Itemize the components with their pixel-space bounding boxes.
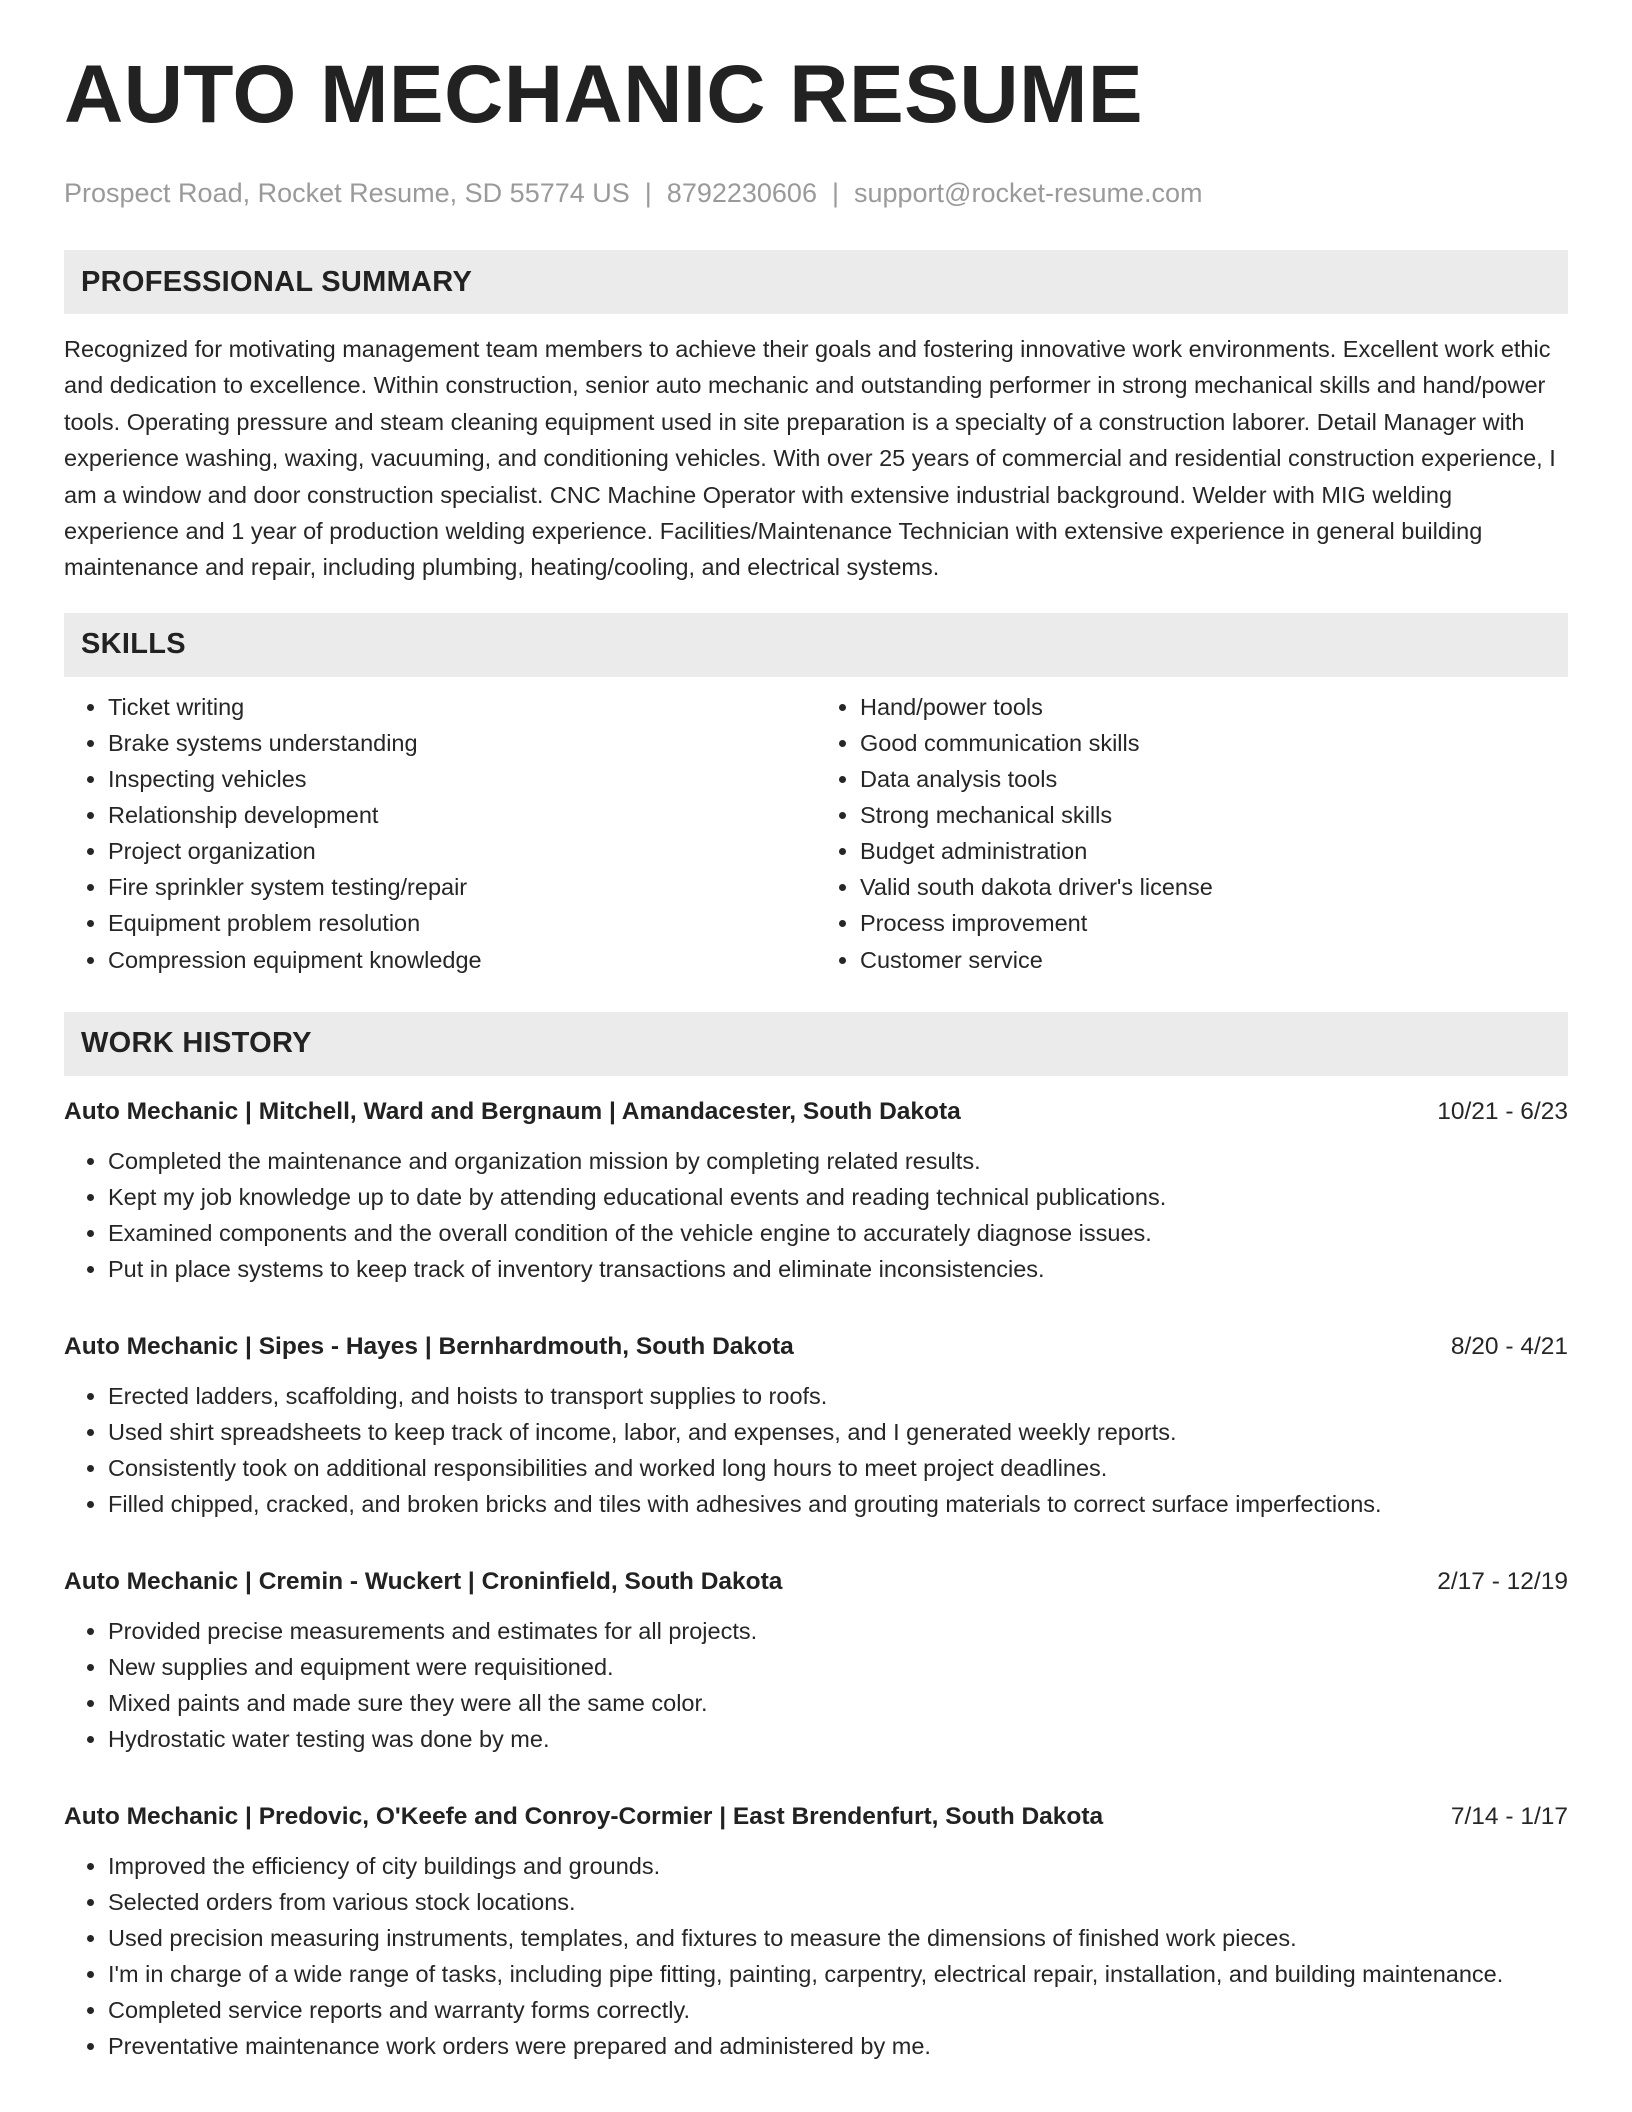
job-header bbox=[64, 1801, 1568, 1833]
job-header bbox=[64, 1096, 1568, 1128]
skill-item: • Inspecting vehicles bbox=[108, 761, 816, 797]
skill-item: • Process improvement bbox=[860, 905, 1568, 941]
job-dates: 7/14 - 1/17 bbox=[1450, 1802, 1568, 1830]
job-bullet: • Completed service reports and warranty forms correctly. bbox=[108, 1992, 1568, 2028]
job-title: Auto Mechanic | Sipes - Hayes | Bernhardmouth, South Dakota bbox=[64, 1332, 794, 1360]
job-bullet: • New supplies and equipment were requisitioned. bbox=[108, 1649, 1568, 1685]
skill-item: • Data analysis tools bbox=[860, 761, 1568, 797]
job-entry bbox=[64, 1566, 1568, 1757]
job-dates: 10/21 - 6/23 bbox=[1437, 1097, 1568, 1125]
skills-list-right bbox=[816, 689, 1568, 978]
skill-item: • Hand/power tools bbox=[860, 689, 1568, 725]
contact-separator: | bbox=[831, 178, 839, 208]
job-bullet: • Mixed paints and made sure they were all the same color. bbox=[108, 1685, 1568, 1721]
skills-list-left bbox=[64, 689, 816, 978]
job-dates: 8/20 - 4/21 bbox=[1450, 1332, 1568, 1360]
job-bullet: • Erected ladders, scaffolding, and hoists to transport supplies to roofs. bbox=[108, 1378, 1568, 1414]
job-bullet: • Preventative maintenance work orders were prepared and administered by me. bbox=[108, 2028, 1568, 2064]
skill-item: • Brake systems understanding bbox=[108, 725, 816, 761]
job-bullet: • Used shirt spreadsheets to keep track of income, labor, and expenses, and I generated weekly reports. bbox=[108, 1414, 1568, 1450]
summary-text: Recognized for motivating management team members to achieve their goals and fostering innovative work environments. Excellent work ethic and dedication to excellence. Within construction, senior auto mechanic and outstanding performer in strong mechanical skills and hand/power tools. Operating pressure and steam cleaning equipment used in site preparation is a specialty of a construction laborer. Detail Manager with experience washing, waxing, vacuuming, and conditioning vehicles. With over 25 years of commercial and residential construction experience, I am a window and door construction specialist. CNC Machine Operator with extensive industrial background. Welder with MIG welding experience and 1 year of production welding experience. Facilities/Maintenance Technician with extensive experience in general building maintenance and repair, including plumbing, heating/cooling, and electrical systems. bbox=[64, 336, 1556, 581]
skill-item: • Customer service bbox=[860, 942, 1568, 978]
job-entry bbox=[64, 1801, 1568, 2064]
skill-item: • Strong mechanical skills bbox=[860, 797, 1568, 833]
skill-item: • Equipment problem resolution bbox=[108, 905, 816, 941]
job-bullet: • Put in place systems to keep track of inventory transactions and eliminate inconsistencies. bbox=[108, 1251, 1568, 1287]
skill-item: • Compression equipment knowledge bbox=[108, 942, 816, 978]
job-bullet: • Completed the maintenance and organization mission by completing related results. bbox=[108, 1143, 1568, 1179]
work-history-list bbox=[64, 1096, 1568, 2064]
job-bullets bbox=[64, 1378, 1568, 1522]
job-bullet: • Filled chipped, cracked, and broken bricks and tiles with adhesives and grouting materials to correct surface imperfections. bbox=[108, 1486, 1568, 1522]
skills-columns bbox=[64, 689, 1568, 978]
job-title: Auto Mechanic | Cremin - Wuckert | Croninfield, South Dakota bbox=[64, 1567, 783, 1595]
job-entry bbox=[64, 1096, 1568, 1287]
section-header-summary: PROFESSIONAL SUMMARY bbox=[64, 250, 1568, 314]
job-dates: 2/17 - 12/19 bbox=[1437, 1567, 1568, 1595]
skill-item: • Ticket writing bbox=[108, 689, 816, 725]
resume-title: AUTO MECHANIC RESUME bbox=[64, 49, 1144, 140]
contact-phone: 8792230606 bbox=[666, 178, 817, 208]
contact-address: Prospect Road, Rocket Resume, SD 55774 US bbox=[64, 178, 630, 208]
job-bullet: • Hydrostatic water testing was done by me. bbox=[108, 1721, 1568, 1757]
skill-item: • Relationship development bbox=[108, 797, 816, 833]
job-bullet: • Selected orders from various stock locations. bbox=[108, 1884, 1568, 1920]
job-bullet: • Kept my job knowledge up to date by attending educational events and reading technical publications. bbox=[108, 1179, 1568, 1215]
contact-separator: | bbox=[644, 178, 652, 208]
job-title: Auto Mechanic | Predovic, O'Keefe and Conroy-Cormier | East Brendenfurt, South Dakota bbox=[64, 1802, 1104, 1830]
job-header bbox=[64, 1566, 1568, 1598]
contact-email: support@rocket-resume.com bbox=[853, 178, 1203, 208]
job-bullets bbox=[64, 1143, 1568, 1287]
skill-item: • Fire sprinkler system testing/repair bbox=[108, 869, 816, 905]
job-bullet: • I'm in charge of a wide range of tasks, including pipe fitting, painting, carpentry, electrical repair, installation, and building maintenance. bbox=[108, 1956, 1568, 1992]
job-bullets bbox=[64, 1613, 1568, 1757]
job-bullets bbox=[64, 1848, 1568, 2064]
skill-item: • Valid south dakota driver's license bbox=[860, 869, 1568, 905]
skill-item: • Project organization bbox=[108, 833, 816, 869]
job-title: Auto Mechanic | Mitchell, Ward and Bergnaum | Amandacester, South Dakota bbox=[64, 1097, 961, 1125]
job-bullet: • Improved the efficiency of city buildings and grounds. bbox=[108, 1848, 1568, 1884]
job-header bbox=[64, 1331, 1568, 1363]
job-entry bbox=[64, 1331, 1568, 1522]
skill-item: • Budget administration bbox=[860, 833, 1568, 869]
job-bullet: • Consistently took on additional responsibilities and worked long hours to meet project deadlines. bbox=[108, 1450, 1568, 1486]
contact-line bbox=[64, 180, 1568, 216]
job-bullet: • Provided precise measurements and estimates for all projects. bbox=[108, 1613, 1568, 1649]
section-header-skills: SKILLS bbox=[64, 613, 1568, 677]
job-bullet: • Examined components and the overall condition of the vehicle engine to accurately diagnose issues. bbox=[108, 1215, 1568, 1251]
job-bullet: • Used precision measuring instruments, templates, and fixtures to measure the dimensions of finished work pieces. bbox=[108, 1920, 1568, 1956]
section-header-work-history: WORK HISTORY bbox=[64, 1012, 1568, 1076]
skill-item: • Good communication skills bbox=[860, 725, 1568, 761]
